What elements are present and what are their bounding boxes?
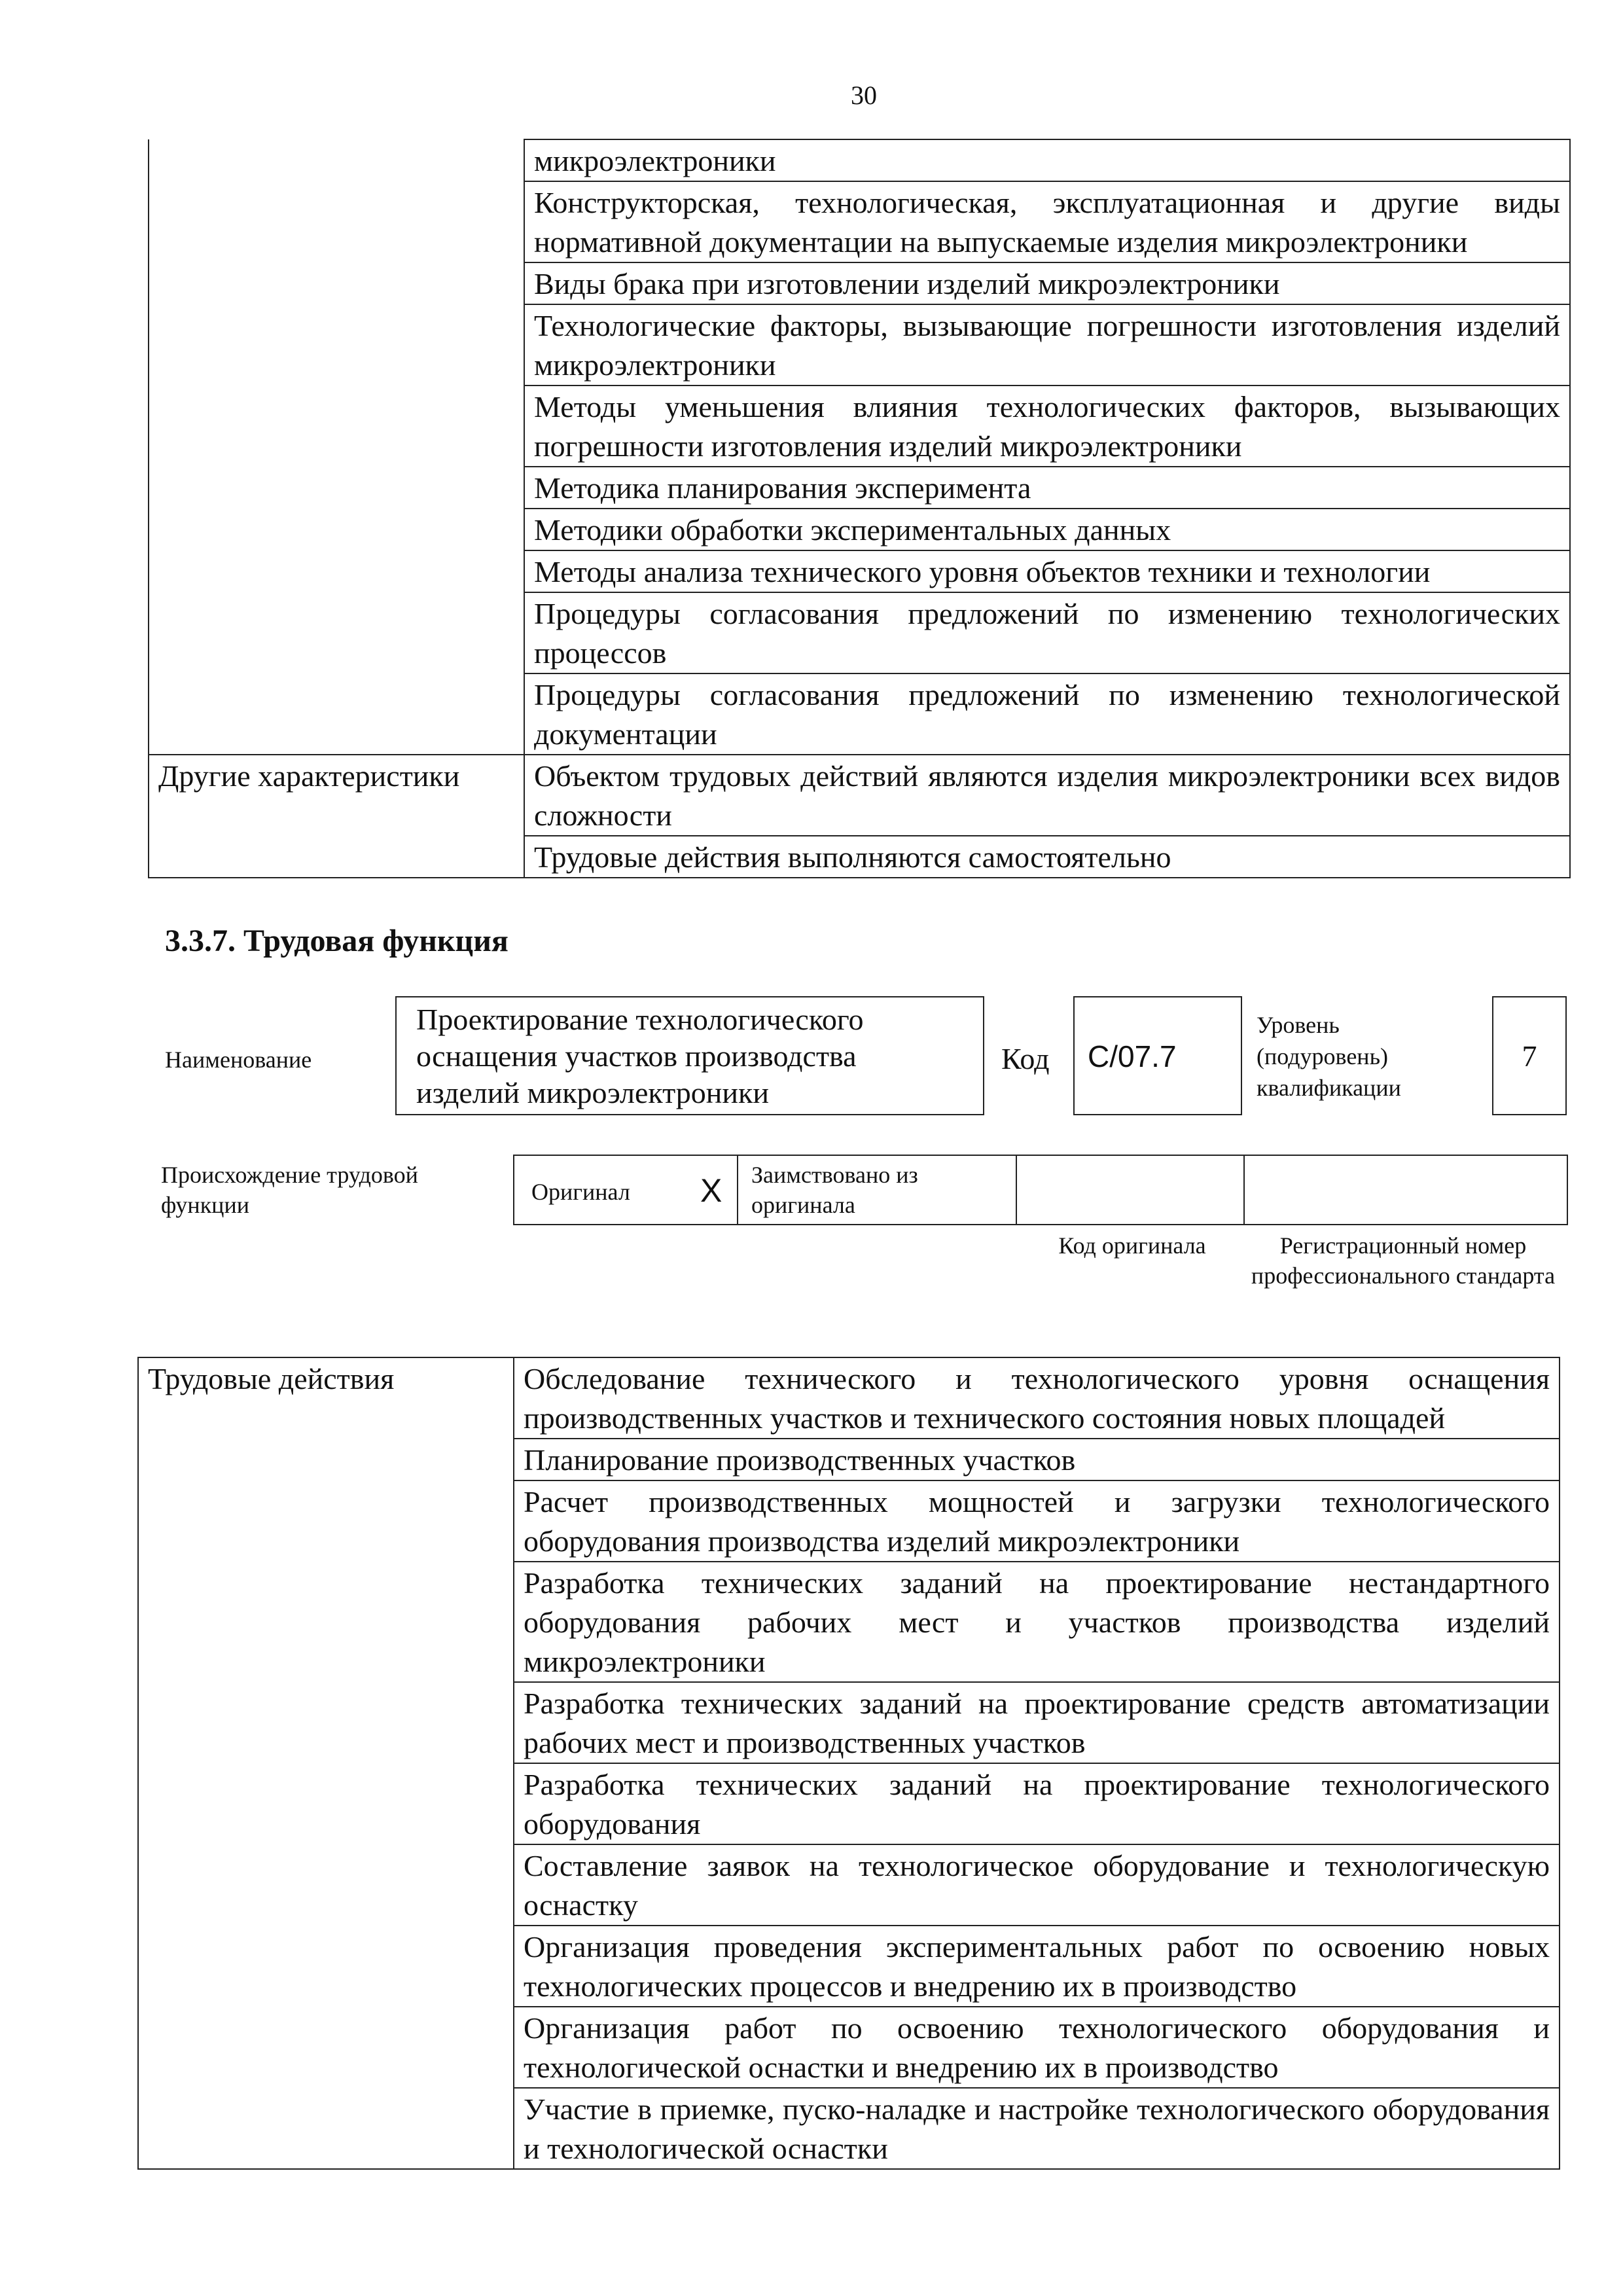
labor-actions-label: Трудовые действия xyxy=(138,1357,514,2169)
table-cell: Расчет производственных мощностей и загрузки технологического оборудования производства изделий микроэлектроники xyxy=(514,1480,1560,1562)
table-cell: Процедуры согласования предложений по изменению технологической документации xyxy=(524,673,1570,755)
table-cell: Методика планирования эксперимента xyxy=(524,467,1570,509)
table-cell: Планирование производственных участков xyxy=(514,1439,1560,1480)
table-cell: Составление заявок на технологическое оборудование и технологическую оснастку xyxy=(514,1844,1560,1926)
code-original-caption: Код оригинала xyxy=(1058,1232,1206,1259)
table-cell: Методы анализа технического уровня объектов техники и технологии xyxy=(524,550,1570,592)
table-cell: Разработка технических заданий на проектирование технологического оборудования xyxy=(514,1763,1560,1844)
continued-requirements-table xyxy=(148,139,1571,878)
table-cell: Разработка технических заданий на проектирование средств автоматизации рабочих мест и производственных участков xyxy=(514,1682,1560,1763)
code-box xyxy=(1073,996,1242,1115)
code-value: C/07.7 xyxy=(1088,1039,1177,1073)
table-cell: Методы уменьшения влияния технологических факторов, вызывающих погрешности изготовления изделий микроэлектроники xyxy=(524,386,1570,467)
function-name-value: Проектирование технологического оснащения участков производства изделий микроэлектроники xyxy=(416,1003,864,1109)
table-cell: микроэлектроники xyxy=(524,139,1570,181)
table-cell: Процедуры согласования предложений по изменению технологических процессов xyxy=(524,592,1570,673)
name-label: Наименование xyxy=(165,1047,312,1073)
table-row xyxy=(149,755,1570,836)
table-cell: Организация проведения экспериментальных работ по освоению новых технологических процессов и внедрению их в производство xyxy=(514,1926,1560,2007)
borrowed-label: Заимствовано из оригинала xyxy=(751,1162,918,1218)
table-cell: Методики обработки экспериментальных данных xyxy=(524,509,1570,550)
divider xyxy=(737,1155,738,1225)
table-row xyxy=(138,1357,1560,1439)
table-cell: Виды брака при изготовлении изделий микроэлектроники xyxy=(524,262,1570,304)
function-name-box xyxy=(395,996,984,1115)
original-mark: X xyxy=(700,1172,722,1209)
row-label-other-characteristics: Другие характеристики xyxy=(149,755,524,878)
divider xyxy=(1016,1155,1017,1225)
table-cell: Участие в приемке, пуско-наладке и настройке технологического оборудования и технологической оснастки xyxy=(514,2088,1560,2169)
reg-number-caption: Регистрационный номер профессионального стандарта xyxy=(1251,1232,1556,1289)
table-cell: Организация работ по освоению технологического оборудования и технологической оснастки и внедрению их в производство xyxy=(514,2007,1560,2088)
labor-actions-table xyxy=(137,1357,1560,2170)
table-row xyxy=(149,139,1570,181)
level-value: 7 xyxy=(1522,1039,1537,1073)
table-cell: Объектом трудовых действий являются изделия микроэлектроники всех видов сложности xyxy=(524,755,1570,836)
table-cell: Разработка технических заданий на проектирование нестандартного оборудования рабочих мест и участков производства изделий микроэлектроники xyxy=(514,1562,1560,1682)
table-cell: Трудовые действия выполняются самостоятельно xyxy=(524,836,1570,878)
table-cell: Технологические факторы, вызывающие погрешности изготовления изделий микроэлектроники xyxy=(524,304,1570,386)
page-number: 30 xyxy=(851,81,877,110)
section-heading: 3.3.7. Трудовая функция xyxy=(165,924,508,958)
origin-label: Происхождение трудовой функции xyxy=(161,1162,418,1218)
divider xyxy=(1243,1155,1245,1225)
table-cell: Конструкторская, технологическая, эксплуатационная и другие виды нормативной документации на выпускаемые изделия микроэлектроники xyxy=(524,181,1570,262)
level-label: Уровень (подуровень) квалификации xyxy=(1257,1012,1401,1101)
origin-table xyxy=(513,1155,1568,1225)
code-label: Код xyxy=(1001,1042,1050,1075)
level-box xyxy=(1492,996,1567,1115)
original-label: Оригинал xyxy=(531,1179,630,1205)
row-label xyxy=(149,139,524,755)
table-cell: Обследование технического и технологического уровня оснащения производственных участков и технического состояния новых площадей xyxy=(514,1357,1560,1439)
